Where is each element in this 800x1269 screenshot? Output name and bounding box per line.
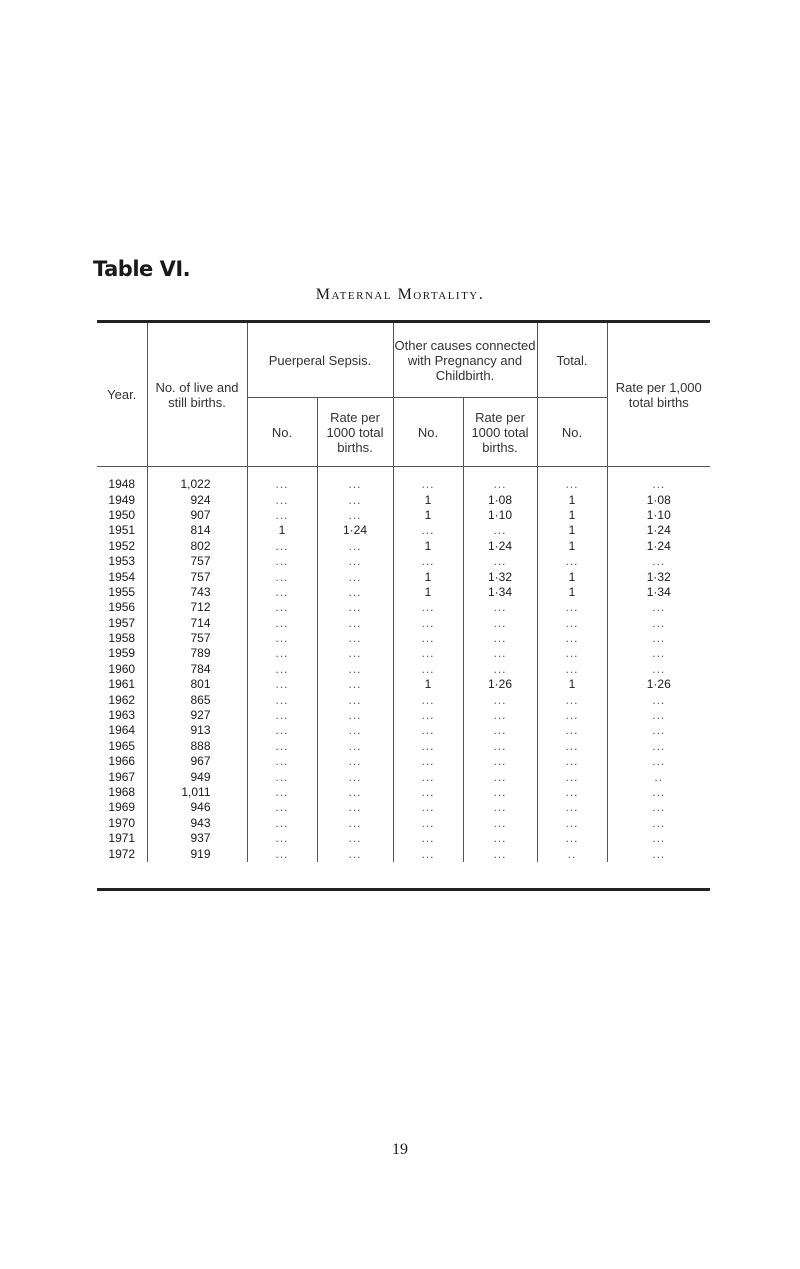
cell-puerperal-rate: ... [317, 477, 393, 492]
cell-puerperal-no: ... [247, 739, 317, 754]
header-oc-no: No. [393, 398, 463, 467]
table-row [97, 769, 710, 784]
cell-other-no: 1 [393, 508, 463, 523]
cell-other-rate: ... [463, 554, 537, 569]
cell-year: 1954 [97, 569, 147, 584]
cell-puerperal-no: ... [247, 800, 317, 815]
cell-other-no: ... [393, 800, 463, 815]
cell-rate: ... [652, 846, 666, 861]
cell-year: 1967 [97, 769, 147, 784]
cell-other-rate: 1·24 [463, 539, 537, 554]
cell-puerperal-no: ... [247, 492, 317, 507]
cell-total-no: 1 [537, 569, 607, 584]
cell-rate: ... [652, 631, 666, 646]
cell-puerperal-no: ... [247, 631, 317, 646]
cell-puerperal-no: 1 [247, 523, 317, 538]
cell-other-no: ... [393, 831, 463, 846]
cell-year: 1970 [97, 816, 147, 831]
page-number: 19 [392, 1141, 408, 1158]
cell-puerperal-no: ... [247, 569, 317, 584]
cell-births: 949 [147, 769, 247, 784]
cell-other-no: 1 [393, 492, 463, 507]
table-row [97, 754, 710, 769]
cell-other-rate: ... [463, 662, 537, 677]
cell-puerperal-rate: ... [317, 492, 393, 507]
cell-other-rate: ... [463, 754, 537, 769]
cell-rate: ... [652, 661, 666, 676]
cell-other-rate: 1·26 [463, 677, 537, 692]
cell-other-no: ... [393, 723, 463, 738]
cell-puerperal-rate: ... [317, 739, 393, 754]
cell-puerperal-rate: ... [317, 662, 393, 677]
table-spacer-row [97, 467, 710, 478]
cell-births: 927 [147, 708, 247, 723]
cell-year: 1949 [97, 492, 147, 507]
cell-puerperal-no: ... [247, 662, 317, 677]
cell-rate: ... [652, 738, 666, 753]
table-row [97, 739, 710, 754]
header-other-causes: Other causes connected with Pregnancy and Childbirth. [393, 323, 537, 398]
cell-other-rate: ... [463, 723, 537, 738]
cell-year: 1972 [97, 846, 147, 861]
cell-puerperal-rate: ... [317, 816, 393, 831]
cell-year: 1966 [97, 754, 147, 769]
table-row [97, 785, 710, 800]
cell-puerperal-rate: ... [317, 585, 393, 600]
cell-rate: 1·10 [646, 507, 671, 522]
cell-births: 865 [147, 692, 247, 707]
cell-other-no: ... [393, 785, 463, 800]
table-row [97, 708, 710, 723]
cell-puerperal-no: ... [247, 600, 317, 615]
table-row [97, 477, 710, 492]
header-rate-per-1000: Rate per 1,000 total births [607, 323, 710, 467]
cell-other-rate: ... [463, 646, 537, 661]
cell-year: 1948 [97, 477, 147, 492]
table-row [97, 616, 710, 631]
cell-births: 1,011 [147, 785, 247, 800]
cell-puerperal-no: ... [247, 508, 317, 523]
header-ps-no: No. [247, 398, 317, 467]
cell-other-rate: ... [463, 523, 537, 538]
cell-births: 784 [147, 662, 247, 677]
cell-puerperal-no: ... [247, 616, 317, 631]
cell-other-rate: ... [463, 477, 537, 492]
cell-puerperal-no: ... [247, 846, 317, 861]
cell-other-rate: 1·10 [463, 508, 537, 523]
cell-year: 1963 [97, 708, 147, 723]
cell-puerperal-no: ... [247, 723, 317, 738]
cell-rate: ... [652, 477, 666, 492]
table-row [97, 600, 710, 615]
cell-total-no: ... [537, 646, 607, 661]
cell-puerperal-rate: ... [317, 831, 393, 846]
cell-total-no: ... [537, 769, 607, 784]
cell-year: 1968 [97, 785, 147, 800]
cell-other-no: ... [393, 769, 463, 784]
cell-puerperal-rate: ... [317, 631, 393, 646]
cell-year: 1950 [97, 508, 147, 523]
cell-births: 888 [147, 739, 247, 754]
cell-births: 943 [147, 816, 247, 831]
cell-other-no: ... [393, 739, 463, 754]
cell-puerperal-no: ... [247, 585, 317, 600]
cell-total-no: 1 [537, 585, 607, 600]
cell-births: 814 [147, 523, 247, 538]
cell-puerperal-rate: ... [317, 692, 393, 707]
cell-other-no: ... [393, 846, 463, 861]
cell-other-no: 1 [393, 677, 463, 692]
table-row [97, 692, 710, 707]
cell-other-no: ... [393, 631, 463, 646]
cell-total-no: 1 [537, 492, 607, 507]
cell-puerperal-rate: ... [317, 785, 393, 800]
cell-rate: ... [652, 831, 666, 846]
cell-other-rate: ... [463, 600, 537, 615]
cell-year: 1959 [97, 646, 147, 661]
cell-year: 1964 [97, 723, 147, 738]
cell-other-no: ... [393, 662, 463, 677]
cell-year: 1969 [97, 800, 147, 815]
cell-other-no: ... [393, 646, 463, 661]
table-row [97, 554, 710, 569]
cell-other-no: ... [393, 477, 463, 492]
cell-total-no: ... [537, 816, 607, 831]
cell-births: 743 [147, 585, 247, 600]
cell-puerperal-no: ... [247, 692, 317, 707]
table-row [97, 800, 710, 815]
table-row [97, 492, 710, 507]
table-row [97, 508, 710, 523]
cell-other-no: 1 [393, 585, 463, 600]
cell-rate: ... [652, 785, 666, 799]
cell-births: 937 [147, 831, 247, 846]
cell-total-no: ... [537, 708, 607, 723]
cell-other-no: 1 [393, 569, 463, 584]
cell-other-no: ... [393, 600, 463, 615]
cell-puerperal-rate: ... [317, 600, 393, 615]
table-label: Table VI. [93, 257, 191, 281]
cell-births: 802 [147, 539, 247, 554]
cell-other-rate: ... [463, 616, 537, 631]
cell-rate: ... [652, 692, 666, 707]
cell-rate: 1·34 [646, 584, 671, 599]
cell-total-no: ... [537, 723, 607, 738]
cell-total-no: ... [537, 600, 607, 615]
cell-other-rate: ... [463, 631, 537, 646]
cell-total-no: ... [537, 692, 607, 707]
cell-rate: ... [652, 723, 666, 738]
cell-rate: ... [652, 554, 666, 569]
cell-total-no: ... [537, 662, 607, 677]
table-row [97, 846, 710, 861]
table-row [97, 723, 710, 738]
header-puerperal-sepsis: Puerperal Sepsis. [247, 323, 393, 398]
cell-puerperal-rate: ... [317, 508, 393, 523]
cell-births: 967 [147, 754, 247, 769]
cell-puerperal-rate: ... [317, 677, 393, 692]
header-total-no: No. [537, 398, 607, 467]
cell-other-no: 1 [393, 539, 463, 554]
cell-other-rate: ... [463, 785, 537, 800]
cell-total-no: 1 [537, 539, 607, 554]
cell-puerperal-rate: ... [317, 569, 393, 584]
cell-other-no: ... [393, 523, 463, 538]
cell-other-rate: ... [463, 816, 537, 831]
cell-year: 1958 [97, 631, 147, 646]
cell-puerperal-no: ... [247, 754, 317, 769]
cell-rate: 1·26 [646, 677, 671, 692]
cell-year: 1953 [97, 554, 147, 569]
cell-other-no: ... [393, 692, 463, 707]
cell-puerperal-no: ... [247, 646, 317, 661]
cell-total-no: ... [537, 739, 607, 754]
cell-other-rate: ... [463, 800, 537, 815]
cell-puerperal-rate: ... [317, 769, 393, 784]
cell-births: 1,022 [147, 477, 247, 492]
table-row [97, 677, 710, 692]
cell-rate: ... [652, 815, 666, 830]
cell-puerperal-rate: ... [317, 708, 393, 723]
cell-puerperal-rate: ... [317, 723, 393, 738]
cell-other-no: ... [393, 708, 463, 723]
cell-year: 1960 [97, 662, 147, 677]
cell-puerperal-rate: ... [317, 800, 393, 815]
cell-puerperal-rate: ... [317, 754, 393, 769]
cell-births: 913 [147, 723, 247, 738]
cell-puerperal-no: ... [247, 785, 317, 800]
cell-other-rate: ... [463, 708, 537, 723]
table-body [97, 467, 710, 862]
cell-births: 919 [147, 846, 247, 861]
cell-other-rate: ... [463, 739, 537, 754]
cell-rate: 1·08 [646, 492, 671, 507]
header-births: No. of live and still births. [147, 323, 247, 467]
cell-puerperal-rate: ... [317, 554, 393, 569]
cell-year: 1956 [97, 600, 147, 615]
cell-year: 1957 [97, 616, 147, 631]
cell-total-no: ... [537, 554, 607, 569]
cell-puerperal-rate: ... [317, 539, 393, 554]
table-row [97, 585, 710, 600]
cell-rate: .. [654, 769, 664, 784]
cell-births: 712 [147, 600, 247, 615]
cell-other-rate: 1·34 [463, 585, 537, 600]
cell-other-no: ... [393, 554, 463, 569]
cell-puerperal-no: ... [247, 477, 317, 492]
cell-total-no: ... [537, 754, 607, 769]
cell-other-rate: ... [463, 692, 537, 707]
cell-other-rate: 1·32 [463, 569, 537, 584]
cell-puerperal-no: ... [247, 831, 317, 846]
table-row [97, 523, 710, 538]
table-row [97, 646, 710, 661]
cell-rate: ... [652, 708, 666, 723]
cell-puerperal-no: ... [247, 708, 317, 723]
cell-year: 1961 [97, 677, 147, 692]
cell-births: 946 [147, 800, 247, 815]
cell-births: 801 [147, 677, 247, 692]
header-year: Year. [97, 323, 147, 467]
table-row [97, 662, 710, 677]
cell-year: 1971 [97, 831, 147, 846]
cell-births: 907 [147, 508, 247, 523]
cell-total-no: .. [537, 846, 607, 861]
cell-puerperal-rate: ... [317, 616, 393, 631]
cell-total-no: ... [537, 785, 607, 800]
cell-year: 1955 [97, 585, 147, 600]
cell-puerperal-no: ... [247, 769, 317, 784]
cell-total-no: 1 [537, 508, 607, 523]
cell-puerperal-rate: ... [317, 646, 393, 661]
cell-other-no: ... [393, 754, 463, 769]
cell-puerperal-no: ... [247, 677, 317, 692]
cell-total-no: ... [537, 477, 607, 492]
cell-total-no: 1 [537, 523, 607, 538]
cell-births: 757 [147, 554, 247, 569]
cell-other-rate: ... [463, 769, 537, 784]
cell-total-no: ... [537, 616, 607, 631]
page-title: Maternal Mortality. [315, 286, 485, 303]
cell-births: 757 [147, 631, 247, 646]
cell-year: 1965 [97, 739, 147, 754]
cell-rate: ... [652, 615, 666, 630]
cell-other-rate: ... [463, 831, 537, 846]
cell-total-no: 1 [537, 677, 607, 692]
cell-rate: ... [652, 646, 666, 661]
table-row [97, 631, 710, 646]
cell-births: 924 [147, 492, 247, 507]
cell-total-no: ... [537, 631, 607, 646]
cell-births: 789 [147, 646, 247, 661]
table-row [97, 569, 710, 584]
cell-total-no: ... [537, 800, 607, 815]
table-row [97, 816, 710, 831]
table-row [97, 831, 710, 846]
cell-other-rate: 1·08 [463, 492, 537, 507]
cell-year: 1952 [97, 539, 147, 554]
cell-other-no: ... [393, 616, 463, 631]
cell-births: 714 [147, 616, 247, 631]
maternal-mortality-table-wrapper [97, 320, 710, 891]
cell-rate: ... [652, 754, 666, 769]
cell-puerperal-no: ... [247, 539, 317, 554]
cell-year: 1962 [97, 692, 147, 707]
cell-rate: ... [652, 800, 666, 815]
cell-total-no: ... [537, 831, 607, 846]
table-row [97, 539, 710, 554]
cell-puerperal-rate: 1·24 [317, 523, 393, 538]
header-ps-rate: Rate per 1000 total births. [317, 398, 393, 467]
cell-puerperal-no: ... [247, 816, 317, 831]
cell-rate: 1·24 [646, 523, 671, 538]
maternal-mortality-table [97, 323, 710, 862]
cell-year: 1951 [97, 523, 147, 538]
header-oc-rate: Rate per 1000 total births. [463, 398, 537, 467]
cell-puerperal-rate: ... [317, 846, 393, 861]
cell-puerperal-no: ... [247, 554, 317, 569]
cell-rate: 1·24 [646, 538, 671, 553]
cell-rate: ... [652, 600, 666, 615]
header-total: Total. [537, 323, 607, 398]
cell-other-no: ... [393, 816, 463, 831]
cell-other-rate: ... [463, 846, 537, 861]
cell-rate: 1·32 [646, 569, 671, 584]
cell-births: 757 [147, 569, 247, 584]
